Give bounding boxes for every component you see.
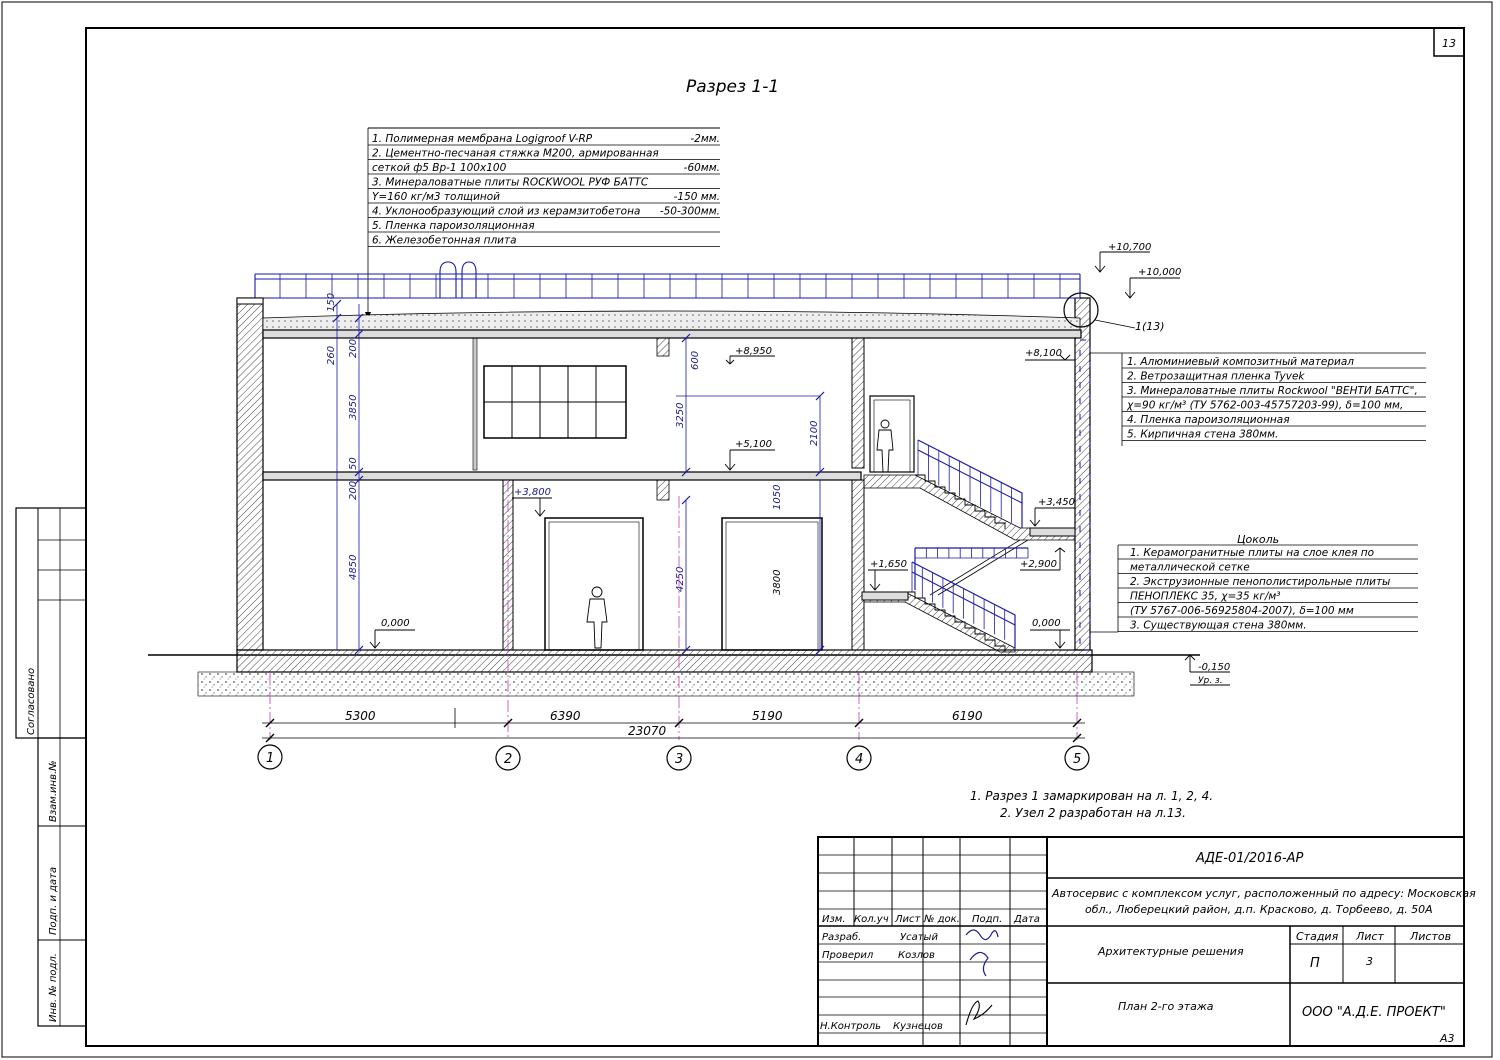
- dim-span-3: 5190: [752, 709, 783, 723]
- elev-landing-low: +1,650: [870, 559, 908, 570]
- roof-layer-text: 4. Уклонообразующий слой из керамзитобетона: [372, 205, 641, 218]
- inner-wall-lower: [852, 480, 864, 650]
- gravel-base: [198, 672, 1134, 696]
- elev-zero-right: 0,000: [1032, 618, 1061, 629]
- dim-1050: 1050: [772, 484, 783, 510]
- roof-layers-list: [368, 133, 720, 247]
- plinth-layer-text: 2. Экструзионные пенополистирольные плиты: [1130, 576, 1391, 588]
- dim-3800: 3800: [772, 569, 783, 595]
- dim-150: 150: [326, 292, 337, 312]
- section-title: Разрез 1-1: [686, 77, 780, 97]
- dim-2100: 2100: [809, 420, 820, 446]
- tb-code: АДЕ-01/2016-АР: [1196, 851, 1304, 866]
- axis-2: 2: [504, 752, 513, 767]
- tb-hdr-list: Лист: [895, 914, 921, 925]
- axis-5: 5: [1073, 752, 1082, 767]
- tb-company: ООО "А.Д.Е. ПРОЕКТ": [1302, 1005, 1446, 1020]
- elev-zero-left: 0,000: [381, 618, 410, 629]
- wall-layers-list: [1122, 353, 1426, 441]
- tb-name-norm: Кузнецов: [893, 1021, 943, 1032]
- tb-stage-hdr: Стадия: [1296, 930, 1339, 943]
- note-1: 1. Разрез 1 замаркирован на л. 1, 2, 4.: [970, 789, 1214, 803]
- roof-layer-text: 5. Пленка пароизоляционная: [372, 220, 535, 232]
- roof-build-up: [263, 311, 1080, 330]
- dim-span-4: 6190: [952, 709, 983, 723]
- roof-slab: [263, 330, 1081, 338]
- roof-layer-text: Y=160 кг/м3 толщиной: [372, 191, 501, 203]
- axis-lines: [270, 480, 1077, 740]
- window-upper: [484, 366, 626, 438]
- stamp-inv-swap: Взам.инв.№: [48, 760, 59, 822]
- tb-name-check: Козлов: [898, 950, 935, 961]
- roof-layer-text: сеткой ф5 Вр-1 100х100: [372, 162, 507, 174]
- roof-layer-text: 1. Полимерная мембрана Logigroof V-RP: [372, 133, 593, 145]
- human-figure-upper: [877, 420, 893, 472]
- axis-4: 4: [855, 752, 864, 767]
- plinth-layers-list: [1118, 545, 1418, 632]
- parapet-cap: [237, 298, 263, 304]
- elev-floor2: +5,100: [735, 439, 773, 450]
- dim-200-mid: 200: [348, 480, 359, 500]
- dim-4250: 4250: [675, 566, 686, 592]
- signature-norm: [966, 1001, 992, 1025]
- wall-layer-text: 3. Минераловатные плиты Rockwool "ВЕНТИ БАТТС",: [1127, 385, 1418, 397]
- left-wall: [237, 298, 263, 650]
- tb-sheet-hdr: Лист: [1356, 930, 1384, 943]
- wall-layer-text: 4. Пленка пароизоляционная: [1127, 414, 1290, 426]
- roof-layer-text: 3. Минераловатные плиты ROCKWOOL РУФ БАТТС: [372, 176, 649, 189]
- tb-sheets-hdr: Листов: [1410, 930, 1452, 943]
- elev-landing-mid: +2,900: [1020, 559, 1058, 570]
- dim-4850: 4850: [348, 554, 359, 580]
- elev-top-parapet: +10,700: [1108, 242, 1152, 253]
- elev-floor3: +8,950: [735, 346, 773, 357]
- stamp-inv-orig: Инв. № подл.: [48, 953, 59, 1022]
- roof-layer-text: 6. Железобетонная плита: [372, 234, 517, 247]
- tb-object-line2: обл., Люберецкий район, д.п. Красково, д. Торбеево, д. 50А: [1085, 903, 1433, 916]
- roof-layer-text: 2. Цементно-песчаная стяжка М200, армированная: [372, 147, 659, 160]
- plinth-layer-text: 3. Существующая стена 380мм.: [1130, 619, 1307, 632]
- wall-layer-text: 1. Алюминиевый композитный материал: [1127, 356, 1355, 368]
- railing-posts: [280, 274, 1060, 298]
- tb-hdr-date: Дата: [1014, 914, 1040, 925]
- wall-layer-text: 2. Ветрозащитная пленка Tyvek: [1127, 370, 1305, 383]
- side-stamp: [16, 508, 86, 1026]
- tb-hdr-sign: Подп.: [972, 914, 1003, 925]
- tb-stage: П: [1310, 956, 1320, 971]
- axis-1: 1: [266, 751, 275, 766]
- dim-3250: 3250: [675, 402, 686, 428]
- tb-role-dev: Разраб.: [822, 932, 862, 943]
- axis-bubbles: [258, 745, 1089, 770]
- plinth-layer-text: 1. Керамогранитные плиты на слое клея по: [1130, 547, 1375, 559]
- note-2: 2. Узел 2 разработан на л.13.: [1000, 806, 1186, 820]
- roof-layer-value: -60мм.: [683, 162, 720, 174]
- elev-parapet-side: +8,100: [1025, 348, 1063, 359]
- signature-dev: [966, 930, 998, 976]
- dim-total: 23070: [628, 724, 667, 738]
- dim-span-1: 5300: [345, 709, 376, 723]
- stamp-sign-date: Подп. и дата: [48, 866, 59, 935]
- tb-name-dev: Усатый: [900, 932, 938, 943]
- beam-upper: [657, 338, 669, 356]
- floor2-slab: [263, 472, 861, 480]
- tb-hdr-doc: № док.: [924, 914, 960, 925]
- dim-3850: 3850: [348, 394, 359, 420]
- dim-600: 600: [690, 350, 701, 370]
- right-wall: [1075, 298, 1090, 650]
- tb-hdr-izm: Изм.: [822, 914, 846, 925]
- column-upper: [473, 338, 477, 470]
- roof-layer-value: -50-300мм.: [659, 205, 720, 218]
- tb-role-norm: Н.Контроль: [820, 1021, 882, 1032]
- beam-lower: [657, 480, 669, 500]
- stamp-agreed: Согласовано: [26, 667, 37, 735]
- sheet-number: 13: [1442, 37, 1456, 50]
- plinth-title: Цоколь: [1237, 533, 1280, 546]
- sheet-format: A3: [1440, 1032, 1455, 1045]
- dim-200-top: 200: [348, 338, 359, 358]
- roof-layer-value: -150 мм.: [673, 191, 720, 203]
- plinth-layer-text: ПЕНОПЛЕКС 35, χ=35 кг/м³: [1130, 590, 1281, 603]
- door-upper: [870, 396, 914, 472]
- foundation-slab: [237, 650, 1092, 672]
- dim-260: 260: [326, 345, 337, 365]
- tb-role-check: Проверил: [822, 950, 874, 961]
- plinth-layer-text: металлической сетке: [1130, 561, 1250, 574]
- elev-door-top: +3,800: [514, 487, 552, 498]
- tb-drawing: План 2-го этажа: [1118, 1000, 1214, 1013]
- tb-hdr-koluch: Кол.уч: [854, 914, 889, 925]
- inner-wall-upper: [852, 338, 864, 468]
- tb-sheet: 3: [1366, 955, 1373, 968]
- elev-roof: +10,000: [1138, 267, 1182, 278]
- axis-3: 3: [675, 752, 684, 767]
- elev-ground: -0,150: [1198, 662, 1231, 673]
- wall-layer-text: χ=90 кг/м³ (ТУ 5762-003-45757203-99), δ=100 мм,: [1127, 399, 1404, 412]
- plinth-layer-text: (ТУ 5767-006-56925804-2007), δ=100 мм: [1130, 605, 1354, 617]
- node-callout-label: 1(13): [1135, 320, 1165, 333]
- human-figure-lower: [587, 587, 607, 648]
- tb-section: Архитектурные решения: [1098, 945, 1244, 958]
- elev-landing-upper: +3,450: [1038, 497, 1076, 508]
- roof-layer-value: -2мм.: [690, 133, 720, 145]
- elev-ground-label: Ур. з.: [1198, 676, 1223, 686]
- dim-50: 50: [348, 457, 359, 470]
- tb-object-line1: Автосервис с комплексом услуг, расположенный по адресу: Московская: [1052, 887, 1476, 900]
- dim-span-2: 6390: [550, 709, 581, 723]
- wall-layer-text: 5. Кирпичная стена 380мм.: [1127, 428, 1279, 441]
